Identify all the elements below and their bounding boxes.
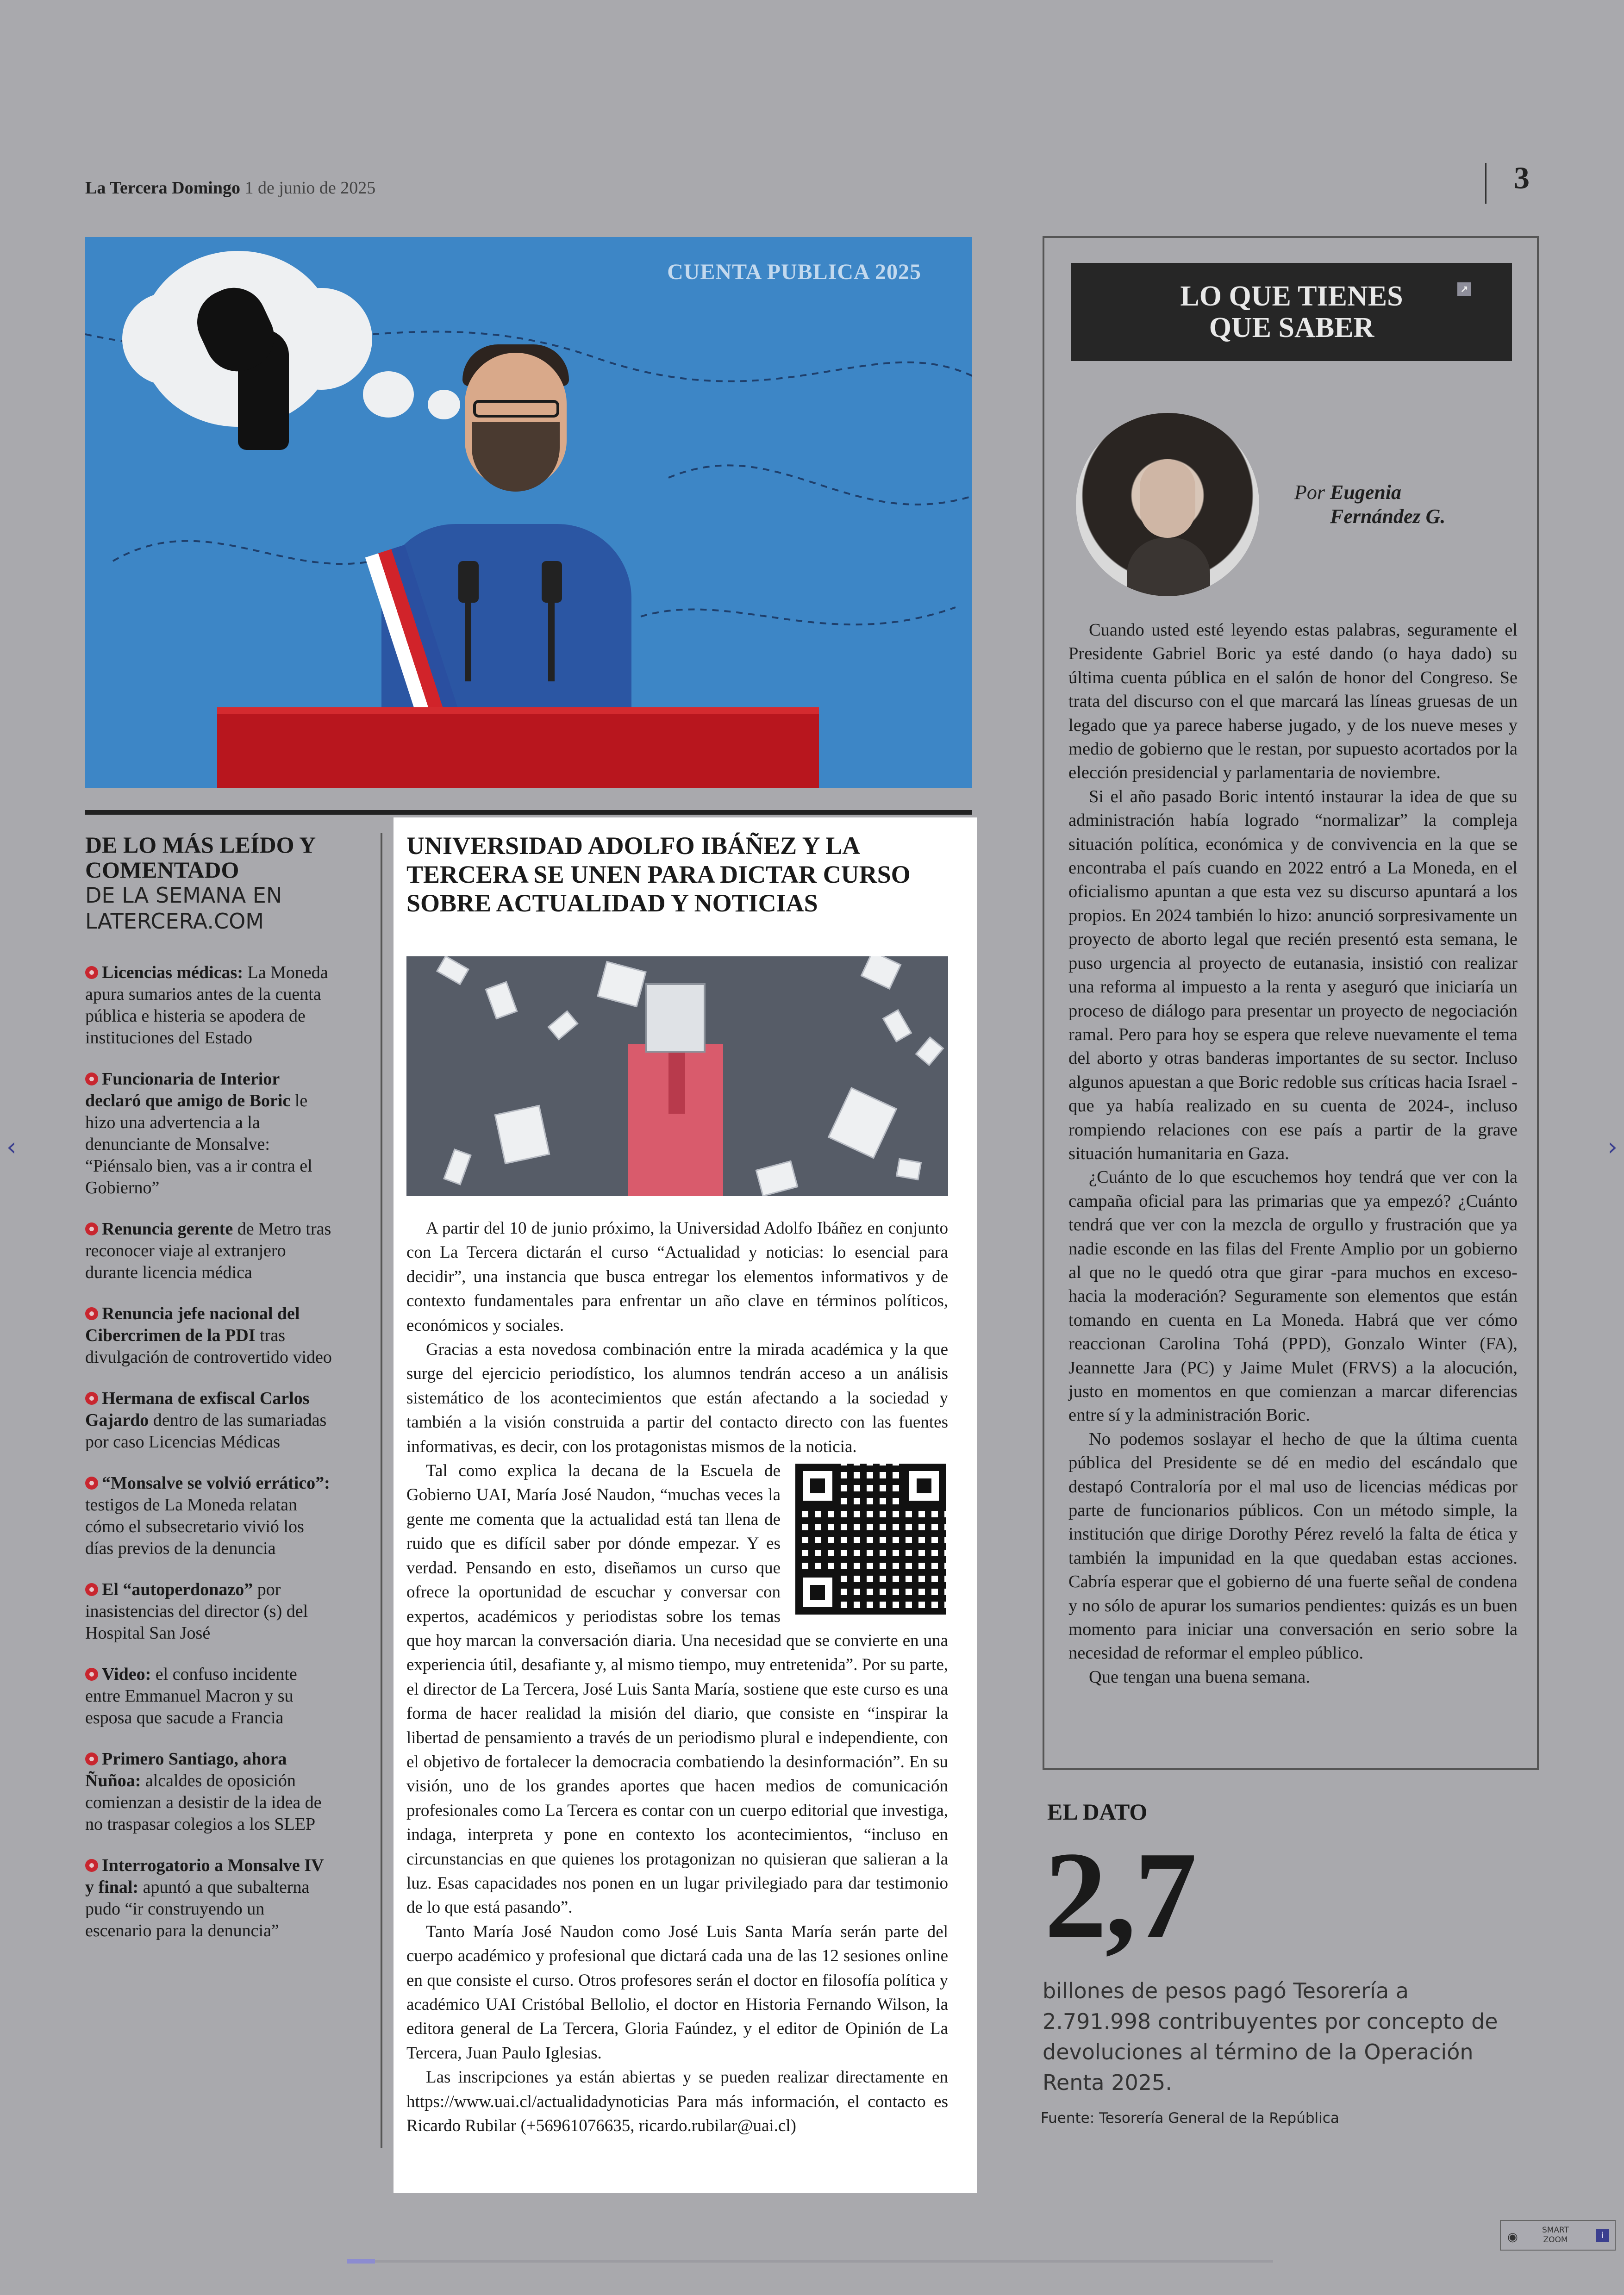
red-podium xyxy=(217,707,819,788)
hero-section-tag: CUENTA PUBLICA 2025 xyxy=(667,260,921,284)
bullet-icon xyxy=(85,1477,98,1490)
bullet-icon xyxy=(85,1668,98,1681)
bullet-icon xyxy=(85,1222,98,1235)
list-item[interactable] xyxy=(85,1472,335,1559)
item-text: La Moneda apura sumarios antes de la cuenta pública e histeria se apodera de instituciones del Estado xyxy=(85,963,328,1048)
microphone xyxy=(458,561,479,603)
bullet-icon xyxy=(85,1073,98,1085)
item-text: dentro de las sumariadas por caso Licencias Médicas xyxy=(85,1410,327,1452)
item-text: el confuso incidente entre Emmanuel Macron y su esposa que sacude a Francia xyxy=(85,1665,297,1727)
flying-newspaper xyxy=(436,956,469,985)
author-byline xyxy=(1294,480,1460,529)
flying-newspaper xyxy=(494,1105,550,1164)
most-read-list xyxy=(85,962,335,1942)
flying-newspaper xyxy=(861,956,902,990)
smart-zoom-button[interactable] xyxy=(1500,2220,1616,2251)
flying-newspaper xyxy=(896,1158,922,1180)
list-item[interactable] xyxy=(85,1579,335,1644)
prev-page-icon[interactable]: ‹ xyxy=(6,1132,17,1161)
bullet-icon xyxy=(85,1307,98,1320)
flying-newspaper xyxy=(756,1160,799,1196)
flying-newspaper xyxy=(597,961,647,1008)
column-paragraph: Cuando usted esté leyendo estas palabras, seguramente el Presidente Gabriel Boric ya esté dando (o haya dado) su última cuenta pública en el salón de honor del Congreso. Se trata del discurso con el que marcará las líneas gruesas de un legado que ya parece haberse jugado, y de los nueve meses y medio de gobierno que le restan, por supuesto acortados por la elección presidencial y parlamentaria de noviembre. xyxy=(1068,620,1518,783)
president-glasses xyxy=(473,400,559,418)
page-number-divider xyxy=(1485,163,1487,204)
figure-tie xyxy=(668,1044,685,1114)
list-item[interactable] xyxy=(85,1218,335,1284)
flying-newspaper xyxy=(443,1148,472,1185)
flying-newspaper xyxy=(915,1036,944,1066)
qr-finder xyxy=(902,1464,946,1508)
item-text: testigos de La Moneda relatan cómo el subsecretario vivió los días previos de la denuncia xyxy=(85,1495,304,1558)
item-headline: Interrogatorio a Monsalve IV y final: xyxy=(85,1856,324,1897)
list-item[interactable] xyxy=(85,1855,335,1942)
opinion-column-box xyxy=(1043,236,1539,1770)
share-icon[interactable]: ↗ xyxy=(1457,282,1471,296)
list-item[interactable] xyxy=(85,1303,335,1368)
article-paragraph: A partir del 10 de junio próximo, la Universidad Adolfo Ibáñez en conjunto con La Tercera dictarán el curso “Actualidad y noticias: lo esencial para decidir”, una instancia que busca entregar los elementos informativos y de contexto fundamentales para enfrentar un año clave en términos políticos, económicos y sociales. xyxy=(406,1219,948,1335)
column-banner-title: LO QUE TIENES QUE SABER xyxy=(1180,281,1403,343)
article-illustration xyxy=(406,956,948,1196)
flying-newspaper xyxy=(485,981,518,1020)
list-item[interactable] xyxy=(85,1664,335,1729)
item-headline: Funcionaria de Interior declaró que amigo de Boric xyxy=(85,1069,291,1110)
issue-date: 1 de junio de 2025 xyxy=(244,178,376,198)
item-headline: El “autoperdonazo” xyxy=(102,1580,253,1599)
microphone xyxy=(542,561,562,603)
smart-zoom-label: SMART ZOOM xyxy=(1542,2226,1569,2245)
next-page-icon[interactable]: › xyxy=(1607,1132,1618,1161)
bullet-icon xyxy=(85,1859,98,1872)
flying-newspaper xyxy=(882,1009,912,1042)
dato-label: EL DATO xyxy=(1047,1799,1148,1825)
item-text: le hizo una advertencia a la denunciante de Monsalve: “Piénsalo bien, vas a ir contra el Gobierno” xyxy=(85,1091,312,1197)
list-item[interactable] xyxy=(85,1068,335,1199)
qr-finder xyxy=(795,1464,840,1508)
bullet-icon xyxy=(85,1392,98,1405)
scrollbar-thumb[interactable] xyxy=(347,2259,375,2264)
page-header xyxy=(85,178,375,198)
item-text: tras divulgación de controvertido video xyxy=(85,1326,332,1367)
item-headline: Renuncia jefe nacional del Cibercrimen de la PDI xyxy=(85,1304,300,1345)
item-text: apuntó a que subalterna pudo “ir construyendo un escenario para la denuncia” xyxy=(85,1877,310,1940)
column-paragraph: Si el año pasado Boric intentó instaurar la idea de que su administración había logrado “normalizar” la compleja situación política, económica y de convivencia en la que se encontraba el país cuando en 2022 entró a La Moneda, en el oficialismo apuntan a que esta vez su discurso apuntará a los propios. En 2024 también lo hizo: anunció sorpresivamente un proyecto de aborto legal que recién presentó esta semana, le puso urgencia al proyecto de eutanasia, insistió con realizar una reforma al impuesto a la renta y aseguró que iniciaría un proceso de diálogo para presentar un proyecto de negociación ramal. Pero para hoy se espera que releve nuevamente el tema del aborto y otras banderas importantes de su sector. Incluso algunos apuestan a que Boric redoble sus críticas hacia Israel -que ya había realizado en su cuenta de 2024-, incluso rompiendo relaciones con ese país a partir de la grave situación humanitaria en Gaza. xyxy=(1068,786,1518,1163)
bullet-icon xyxy=(85,1752,98,1765)
article-title: UNIVERSIDAD ADOLFO IBÁÑEZ Y LA TERCERA SE UNEN PARA DICTAR CURSO SOBRE ACTUALIDAD Y NOTICIAS xyxy=(406,832,911,917)
article-paragraph: Las inscripciones ya están abiertas y se pueden realizar directamente en https://www.uai.cl/actualidadynoticias Para más información, el contacto es Ricardo Rubilar (+56961076635, ricardo.rubilar@uai.cl) xyxy=(406,2068,948,2136)
dato-source: Fuente: Tesorería General de la República xyxy=(1041,2110,1339,2127)
qr-code[interactable] xyxy=(793,1462,948,1616)
column-paragraph: No podemos soslayar el hecho de que la última cuenta pública del Presidente se dé en medio del escándalo que destapó Contraloría por el mal uso de licencias médicas por parte de funcionarios públicos. Con un método simple, la institución que dirige Dorothy Pérez reveló la falta de ética y también la impunidad en la que quedaban estas acciones. Cabría esperar que el gobierno dé una fuerte señal de condena y no sólo de apurar los sumarios pendientes: quizás es un buen momento para iniciar una conversación en serio sobre la necesidad de reformar el empleo público. xyxy=(1068,1429,1518,1663)
dato-description: billones de pesos pagó Tesorería a 2.791.998 contribuyentes por concepto de devoluciones al término de la Operación Renta 2025. xyxy=(1043,1978,1498,2095)
item-headline: Video: xyxy=(102,1665,151,1684)
item-headline: Primero Santiago, ahora Ñuñoa: xyxy=(85,1749,287,1790)
article-paragraph: Tal como explica la decana de la Escuela de Gobierno UAI, María José Naudon, “muchas veces la gente me comenta que la actualidad está tan llena de ruido que es difícil saber por dónde empezar. Y es verdad. Pensando en esto, diseñamos un curso que ofrece la oportunidad de escuchar y conversar con expertos, académicos y periodistas sobre los temas que hoy marcan la conversación diaria. Una necesidad que se convierte en una experiencia útil, desafiante y, al mismo tiempo, muy entretenida”. Por su parte, el director de La Tercera, José Luis Santa María, sostiene que este curso es una forma de hacer realidad la misión del diario, que consiste en “inspirar la libertad de pensamiento a través de un periodismo plural e independiente, con el objetivo de fortalecer la democracia combatiendo la desinformación”. En su visión, uno de los grandes aportes que hacen medios de comunicación profesionales como La Tercera es contar con un cuerpo editorial que investiga, indaga, interpreta y pone en contexto los acontecimientos, “incluso en circunstancias en que quienes los protagonizan no quisieran que salieran a la luz. Esas capacidades nos ponen en un lugar privilegiado para dar testimonio de lo que está pasando”. xyxy=(406,1461,948,1917)
author-name: Eugenia Fernández G. xyxy=(1330,481,1446,528)
list-item[interactable] xyxy=(85,1388,335,1453)
byline-prefix: Por xyxy=(1294,481,1330,504)
author-avatar xyxy=(1076,413,1259,596)
qr-finder xyxy=(795,1570,840,1615)
newspaper-head xyxy=(645,983,706,1053)
article-paragraph: Tanto María José Naudon como José Luis Santa María serán parte del cuerpo académico y profesional que dictará cada una de las 12 sesiones online en que consiste el curso. Otros profesores serán el doctor en filosofía política y académico UAI Cristóbal Bellolio, el doctor en Historia Fernando Wilson, la editora general de La Tercera, Gloria Faúndez, y el editor de Opinión de La Tercera, Juan Paulo Iglesias. xyxy=(406,1922,948,2063)
author-body xyxy=(1127,538,1210,596)
column-paragraph: ¿Cuánto de lo que escuchemos hoy tendrá que ver con la campaña oficial para las primarias que ya empezó? ¿Cuánto tendrá que ver con la mezcla de orgullo y frustración que ya nadie esconde en las filas del Frente Amplio por un gobierno al que no le quedó otra que girar -para muchos en exceso- hacia la moderación? Seguramente son elementos que están tomando en cuenta en La Moneda. Habrá que ver cómo reaccionan Carolina Tohá (PPD), Gonzalo Winter (FA), Jeannette Jara (PC) y Jaime Mulet (FRVS) a la alocución, justo en momentos en que comienzan a marcar diferencias entre sí y la administración Boric. xyxy=(1068,1167,1518,1425)
article-box xyxy=(394,817,977,2193)
thought-bubble-medium xyxy=(363,371,414,418)
item-headline: Hermana de exfiscal Carlos Gajardo xyxy=(85,1389,310,1430)
info-icon[interactable]: i xyxy=(1596,2229,1609,2242)
item-text: de Metro tras reconocer viaje al extranjero durante licencia médica xyxy=(85,1219,331,1282)
page-scrollbar[interactable] xyxy=(347,2260,1273,2263)
article-paragraph: Gracias a esta novedosa combinación entre la mirada académica y la que surge del ejercicio periodístico, los alumnos tendrán acceso a un análisis sistemático de los acontecimientos que están afectando a la sociedad y también a la visión construida a partir del contacto directo con las fuentes informativas, es decir, con los protagonistas mismos de la noticia. xyxy=(406,1340,948,1456)
item-headline: Licencias médicas: xyxy=(102,963,244,982)
flying-newspaper xyxy=(828,1087,897,1159)
list-item[interactable] xyxy=(85,962,335,1049)
thought-bubble-small xyxy=(428,390,460,419)
flying-newspaper xyxy=(547,1010,578,1040)
dato-number: 2,7 xyxy=(1044,1826,1195,1964)
section-rule xyxy=(85,810,972,815)
item-headline: Renuncia gerente xyxy=(102,1219,233,1239)
list-item[interactable] xyxy=(85,1748,335,1835)
page-number: 3 xyxy=(1514,160,1530,195)
column-body xyxy=(1068,618,1518,1689)
item-headline: “Monsalve se volvió errático”: xyxy=(102,1473,330,1493)
bullet-icon xyxy=(85,966,98,979)
eye-icon: ◉ xyxy=(1507,2230,1518,2244)
most-read-column xyxy=(85,832,335,1961)
column-banner xyxy=(1071,263,1512,361)
most-read-title: DE LO MÁS LEÍDO Y COMENTADO xyxy=(85,832,315,883)
column-paragraph: Que tengan una buena semana. xyxy=(1089,1667,1310,1687)
column-divider xyxy=(381,833,382,2148)
publication-name: La Tercera Domingo xyxy=(85,178,240,198)
item-text: alcaldes de oposición comienzan a desistir de la idea de no traspasar colegios a los SLEP xyxy=(85,1771,322,1834)
hero-image xyxy=(85,237,972,788)
item-text: por inasistencias del director (s) del Hospital San José xyxy=(85,1580,308,1643)
most-read-subtitle: DE LA SEMANA EN LATERCERA.COM xyxy=(85,883,282,934)
author-face xyxy=(1140,459,1195,538)
bullet-icon xyxy=(85,1583,98,1596)
article-body xyxy=(406,1216,948,2138)
